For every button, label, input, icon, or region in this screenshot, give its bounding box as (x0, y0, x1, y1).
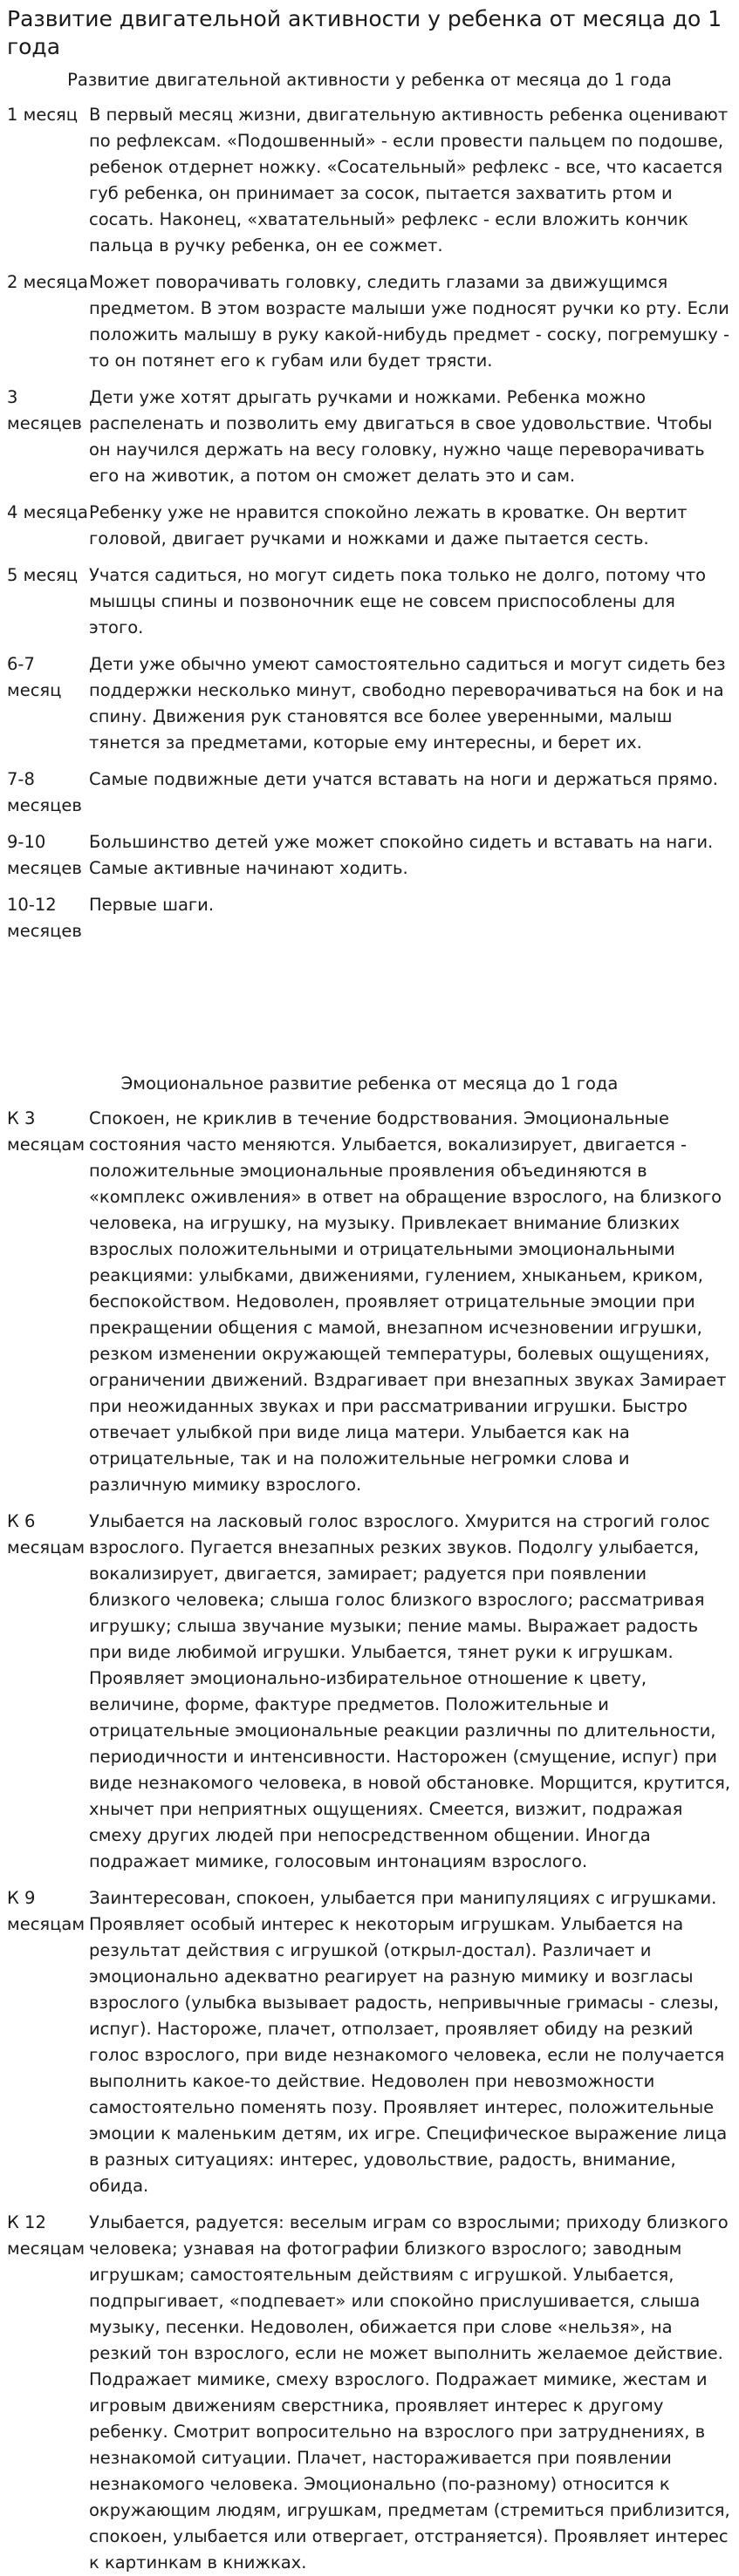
section-spacer (7, 955, 732, 1072)
age-label: К 9 месяцам (7, 1888, 86, 1934)
emotional-table (7, 1106, 732, 2576)
table-row (7, 500, 732, 552)
age-label: 5 месяц (7, 565, 79, 585)
description-text: Заинтересован, спокоен, улыбается при манипуляциях с игрушками. Проявляет особый интерес к некоторым игрушкам. Улыбается на результат действия с игрушкой (открыл-достал). Различает и эмоционально адекватно реагирует на разную мимику и возгласы взрослого (улыбка вызывает радость, непривычные гримасы - слезы, испуг). Настороже, плачет, отползает, проявляет обиду на резкий голос взрослого, при виде незнакомого человека, если не получается выполнить какое-то действие. Недоволен при невозможности самостоятельно поменять позу. Проявляет интерес, положительные эмоции к маленьким детям, их игре. Специфическое выражение лица в разных ситуациях: интерес, удовольствие, радость, внимание, обида. (89, 1888, 728, 2196)
age-label: К 3 месяцам (7, 1108, 86, 1155)
motor-table (7, 102, 732, 944)
description-text: Дети уже обычно умеют самостоятельно садиться и могут сидеть без поддержки несколько минут, свободно переворачиваться на бок и на спину. Движения рук становятся все более уверенными, малыш тянется за предметами, которые ему интересны, и берет их. (89, 654, 726, 753)
motor-section-title: Развитие двигательной активности у ребенка от месяца до 1 года (67, 70, 672, 90)
age-label: 4 месяца (7, 502, 88, 522)
motor-development-section (7, 68, 732, 944)
age-label: 10-12 месяцев (7, 895, 82, 941)
table-row (7, 562, 732, 641)
page-title: Развитие двигательной активности у ребенка от месяца до 1 года (7, 6, 722, 59)
age-label: 3 месяцев (7, 387, 82, 433)
age-label: 9-10 месяцев (7, 832, 82, 878)
description-text: Может поворачивать головку, следить глазами за движущимся предметом. В этом возрасте малыши уже подносят ручки ко рту. Если положить малышу в руку какой-нибудь предмет - соску, погремушку - то он потянет его к губам или будет трясти. (89, 272, 730, 371)
table-row (7, 385, 732, 489)
table-row (7, 767, 732, 819)
description-text: Большинство детей уже может спокойно сидеть и вставать на наги. Самые активные начинают ходить. (89, 832, 714, 878)
age-label: К 6 месяцам (7, 1511, 86, 1557)
age-label: 7-8 месяцев (7, 769, 82, 815)
age-label: 2 месяца (7, 272, 88, 292)
table-row (7, 269, 732, 374)
table-row (7, 1885, 732, 2199)
description-text: Спокоен, не криклив в течение бодрствования. Эмоциональные состояния часто меняются. Улыбается, вокализирует, двигается - положительные эмоциональные проявления объединяются в «комплекс оживления» в ответ на обращение взрослого, на близкого человека, на игрушку, на музыку. Привлекает внимание близких взрослых положительными и отрицательными эмоциональными реакциями: улыбками, движениями, гулением, хныканьем, криком, беспокойством. Недоволен, проявляет отрицательные эмоции при прекращении общения с мамой, внезапном исчезновении игрушки, резком изменении окружающей температуры, болевых ощущениях, ограничении движений. Вздрагивает при внезапных звуках Замирает при неожиданных звуках и при рассматривании игрушки. Быстро отвечает улыбкой при виде лица матери. Улыбается как на отрицательные, так и на положительные негромки слова и различную мимику взрослого. (89, 1108, 727, 1495)
table-row (7, 1509, 732, 1875)
description-text: Учатся садиться, но могут сидеть пока только не долго, потому что мышцы спины и позвоночник еще не совсем приспособлены для этого. (89, 565, 707, 637)
table-row (7, 892, 732, 944)
description-text: Первые шаги. (89, 895, 215, 915)
table-row (7, 2210, 732, 2576)
age-label: К 12 месяцам (7, 2212, 86, 2259)
age-label: 1 месяц (7, 105, 79, 125)
description-text: Улыбается, радуется: веселым играм со взрослыми; приходу близкого человека; узнавая на фотографии близкого взрослого; заводным игрушкам; самостоятельным действиям с игрушкой. Улыбается, подпрыгивает, «подпевает» или спокойно прислушивается, слыша музыку, песенки. Недоволен, обижается при слове «нельзя», на резкий тон взрослого, если не может выполнить желаемое действие. Подражает мимике, смеху взрослого. Подражает мимике, жестам и игровым движениям сверстника, проявляет интерес к другому ребенку. Смотрит вопросительно на взрослого при затруднениях, в незнакомой ситуации. Плачет, настораживается при появлении незнакомого человека. Эмоционально (по-разному) относится к окружающим людям, игрушкам, предметам (стремиться приблизится, спокоен, улыбается или отвергает, отстраняется). Проявляет интерес к картинкам в книжках. (89, 2212, 730, 2573)
description-text: В первый месяц жизни, двигательную активность ребенка оценивают по рефлексам. «Подошвенный» - если провести пальцем по подошве, ребенок отдернет ножку. «Сосательный» рефлекс - все, что касается губ ребенка, он принимает за сосок, пытается захватить ртом и сосать. Наконец, «хватательный» рефлекс - если вложить кончик пальца в ручку ребенка, он ее сожмет. (89, 105, 729, 256)
description-text: Самые подвижные дети учатся вставать на ноги и держаться прямо. (89, 769, 718, 789)
description-text: Ребенку уже не нравится спокойно лежать в кроватке. Он вертит головой, двигает ручками и ножками и даже пытается сесть. (89, 502, 688, 549)
age-label: 6-7 месяц (7, 654, 62, 700)
table-row (7, 829, 732, 882)
table-row (7, 102, 732, 259)
description-text: Улыбается на ласковый голос взрослого. Хмурится на строгий голос взрослого. Пугается внезапных резких звуков. Подолгу улыбается, вокализирует, двигается, замирает; радуется при появлении близкого человека; слыша голос близкого взрослого; рассматривая игрушку; слыша звучание музыки; пение мамы. Выражает радость при виде любимой игрушки. Улыбается, тянет руки к игрушкам. Проявляет эмоционально-избирательное отношение к цвету, величине, форме, фактуре предметов. Положительные и отрицательные эмоциональные реакции различны по длительности, периодичности и интенсивности. Насторожен (смущение, испуг) при виде незнакомого человека, в новой обстановке. Морщится, крутится, хнычет при неприятных ощущениях. Смеется, визжит, подражая смеху других людей при непосредственном общении. Иногда подражает мимике, голосовым интонациям взрослого. (89, 1511, 731, 1871)
table-row (7, 1106, 732, 1498)
emotional-section-title: Эмоциональное развитие ребенка от месяца до 1 года (120, 1073, 619, 1094)
emotional-development-section (7, 1072, 732, 2576)
table-row (7, 651, 732, 756)
description-text: Дети уже хотят дрыгать ручками и ножками. Ребенка можно распеленать и позволить ему двигаться в свое удовольствие. Чтобы он научился держать на весу головку, нужно чаще переворачивать его на животик, а потом он сможет делать это и сам. (89, 387, 713, 486)
